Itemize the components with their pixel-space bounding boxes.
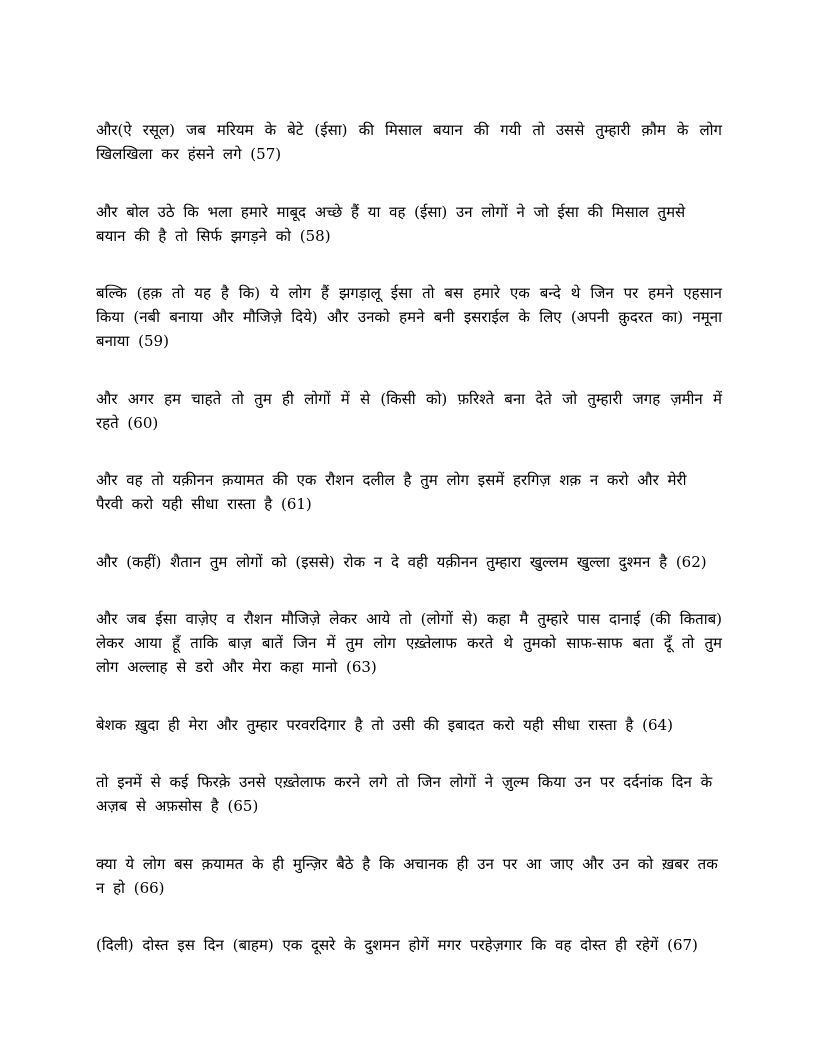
verse-65: तो इनमें से कई फिरक़े उनसे एख़्तेलाफ करने लगे तो जिन लोगों ने ज़ुल्म किया उन पर दर्दनांक दिन के अज़ब से अफ़सोस है (65) bbox=[96, 773, 713, 815]
verse-63: और जब ईसा वाज़ेए व रौशन मौजिज़े लेकर आये तो (लोगों से) कहा मै तुम्हारे पास दानाई (की किताब) लेकर आया हूँ ताकि बाज़ बातें जिन में तुम लोग एख़्तेलाफ करते थे तुमको साफ-साफ बता दूँ तो तुम लोग अल्लाह से डरो और मेरा कहा मानो (63) bbox=[96, 610, 722, 676]
verse-59: बल्कि (हक़ तो यह है कि) ये लोग हैं झगड़ालू ईसा तो बस हमारे एक बन्दे थे जिन पर हमने एहसान किया (नबी बनाया और मौजिज़े दिये) और उनको हमने बनी इसराईल के लिए (अपनी क़ुदरत का) नमूना बनाया (59) bbox=[96, 284, 722, 350]
verse-62: और (कहीं) शैतान तुम लोगों को (इससे) रोक न दे वही यक़ीनन तुम्हारा खुल्लम खुल्ला दुश्मन है (62) bbox=[96, 552, 707, 571]
verse-57: और(ऐ रसूल) जब मरियम के बेटे (ईसा) की मिसाल बयान की गयी तो उससे तुम्हारी क़ौम के लोग खिलखिला कर हंसने लगे (57) bbox=[96, 121, 722, 163]
verse-64: बेशक ख़ुदा ही मेरा और तुम्हार परवरदिगार है तो उसी की इबादत करो यही सीधा रास्ता है (64) bbox=[96, 715, 673, 734]
verse-60: और अगर हम चाहते तो तुम ही लोगों में से (किसी को) फ़रिश्ते बना देते जो तुम्हारी जगह ज़मीन में रहते (60) bbox=[96, 389, 722, 432]
verse-67: (दिली) दोस्त इस दिन (बाहम) एक दूसरे के दुशमन होगें मगर परहेज़गार कि वह दोस्त ही रहेगें (67) bbox=[96, 936, 698, 954]
verse-58: और बोल उठे कि भला हमारे माबूद अच्छे हैं या वह (ईसा) उन लोगों ने जो ईसा की मिसाल तुमसे बयान की है तो सिर्फ झगड़ने को (58) bbox=[96, 202, 686, 245]
document-page bbox=[96, 118, 722, 991]
verse-66: क्या ये लोग बस क़यामत के ही मुन्ज़िर बैठे है कि अचानक ही उन पर आ जाए और उन को ख़बर तक न हो (66) bbox=[96, 854, 718, 897]
verse-61: और वह तो यक़ीनन क़यामत की एक रौशन दलील है तुम लोग इसमें हरगिज़ शक़ न करो और मेरी पैरवी करो यही सीधा रास्ता है (61) bbox=[96, 471, 687, 513]
